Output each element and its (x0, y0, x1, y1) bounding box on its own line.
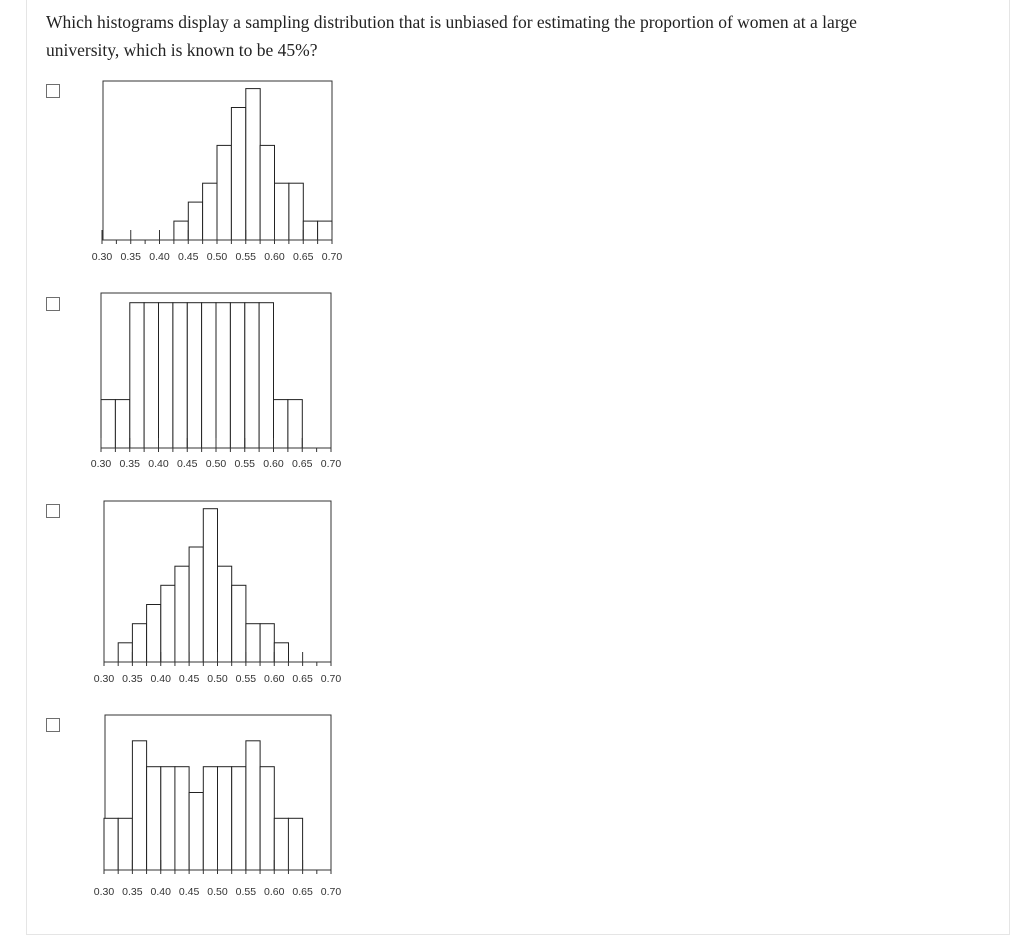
histogram-4 (0, 712, 360, 912)
x-tick-label: 0.50 (206, 251, 228, 263)
histogram-bar (275, 183, 289, 240)
x-tick-label: 0.50 (207, 673, 228, 685)
histogram-bar (246, 89, 260, 240)
histogram-3 (0, 498, 360, 698)
histogram-bar (288, 818, 302, 870)
histogram-bar (245, 303, 259, 448)
histogram-bar (246, 624, 260, 662)
x-tick-label: 0.45 (178, 886, 200, 898)
x-tick-label: 0.55 (235, 251, 256, 263)
x-tick-label: 0.70 (320, 673, 342, 685)
histogram-bar (189, 547, 203, 662)
histogram-bar (101, 400, 115, 448)
histogram-bar (203, 509, 217, 662)
histogram-bar (274, 400, 288, 448)
histogram-bar (246, 741, 260, 870)
x-tick-label: 0.50 (205, 458, 227, 470)
histogram-bar (289, 183, 303, 240)
x-tick-label: 0.65 (292, 886, 313, 898)
x-tick-label: 0.30 (90, 458, 112, 470)
x-tick-label: 0.40 (150, 673, 171, 685)
x-tick-label: 0.60 (264, 251, 285, 263)
histogram-bar (218, 767, 232, 870)
histogram-bar (203, 183, 217, 240)
x-tick-label: 0.30 (91, 251, 113, 263)
histogram-bar (175, 767, 189, 870)
histogram-bar (115, 400, 129, 448)
histogram-bar (174, 221, 188, 240)
x-tick-label: 0.60 (263, 458, 284, 470)
histogram-bar (216, 303, 230, 448)
x-tick-label: 0.65 (293, 251, 314, 263)
histogram-bar (118, 818, 132, 870)
histogram-2 (0, 290, 360, 490)
histogram-bar (175, 566, 189, 662)
x-tick-label: 0.70 (321, 251, 343, 263)
x-tick-label: 0.60 (264, 673, 285, 685)
histogram-bar (230, 303, 244, 448)
histogram-bar (187, 303, 201, 448)
x-tick-label: 0.45 (177, 458, 198, 470)
histogram-bar (144, 303, 158, 448)
x-tick-label: 0.35 (122, 886, 143, 898)
x-tick-label: 0.65 (292, 673, 313, 685)
histogram-1 (0, 78, 360, 278)
histogram-bar (161, 585, 175, 662)
histogram-bar (161, 767, 175, 870)
x-tick-label: 0.55 (235, 673, 257, 685)
x-tick-label: 0.30 (93, 886, 115, 898)
histogram-bar (132, 624, 146, 662)
histogram-bar (159, 303, 173, 448)
histogram-bar (132, 741, 146, 870)
histogram-bar (260, 767, 274, 870)
x-tick-label: 0.40 (150, 886, 171, 898)
x-tick-label: 0.45 (178, 251, 199, 263)
x-tick-label: 0.55 (234, 458, 255, 470)
histogram-bar (231, 108, 245, 241)
x-tick-label: 0.50 (207, 886, 228, 898)
x-tick-label: 0.40 (149, 251, 170, 263)
x-tick-label: 0.60 (264, 886, 285, 898)
x-tick-label: 0.45 (178, 673, 200, 685)
histogram-bar (260, 624, 274, 662)
histogram-bar (303, 221, 317, 240)
x-tick-label: 0.35 (120, 251, 141, 263)
histogram-bar (260, 145, 274, 240)
histogram-bar (318, 221, 332, 240)
question-text (46, 8, 966, 64)
x-tick-label: 0.30 (93, 673, 115, 685)
x-tick-label: 0.65 (292, 458, 313, 470)
histogram-bar (203, 767, 217, 870)
histogram-bar (259, 303, 273, 448)
x-tick-label: 0.70 (320, 458, 342, 470)
x-tick-label: 0.35 (119, 458, 140, 470)
histogram-bar (274, 818, 288, 870)
histogram-bar (147, 605, 161, 663)
histogram-bar (118, 643, 132, 662)
histogram-bar (130, 303, 144, 448)
x-tick-label: 0.40 (148, 458, 169, 470)
histogram-bar (232, 585, 246, 662)
histogram-bar (274, 643, 288, 662)
question-line-2: university, which is known to be 45%? (46, 40, 318, 60)
histogram-bar (232, 767, 246, 870)
x-tick-label: 0.35 (122, 673, 143, 685)
question-line-1: Which histograms display a sampling distribution that is unbiased for estimating the proportion of women at a large (46, 12, 857, 32)
histogram-bar (217, 145, 231, 240)
histogram-bar (218, 566, 232, 662)
x-tick-label: 0.55 (235, 886, 257, 898)
histogram-bar (189, 793, 203, 871)
histogram-bar (173, 303, 187, 448)
histogram-bar (188, 202, 202, 240)
histogram-bar (202, 303, 216, 448)
histogram-bar (104, 818, 118, 870)
histogram-bar (147, 767, 161, 870)
x-tick-label: 0.70 (320, 886, 342, 898)
histogram-bar (288, 400, 302, 448)
